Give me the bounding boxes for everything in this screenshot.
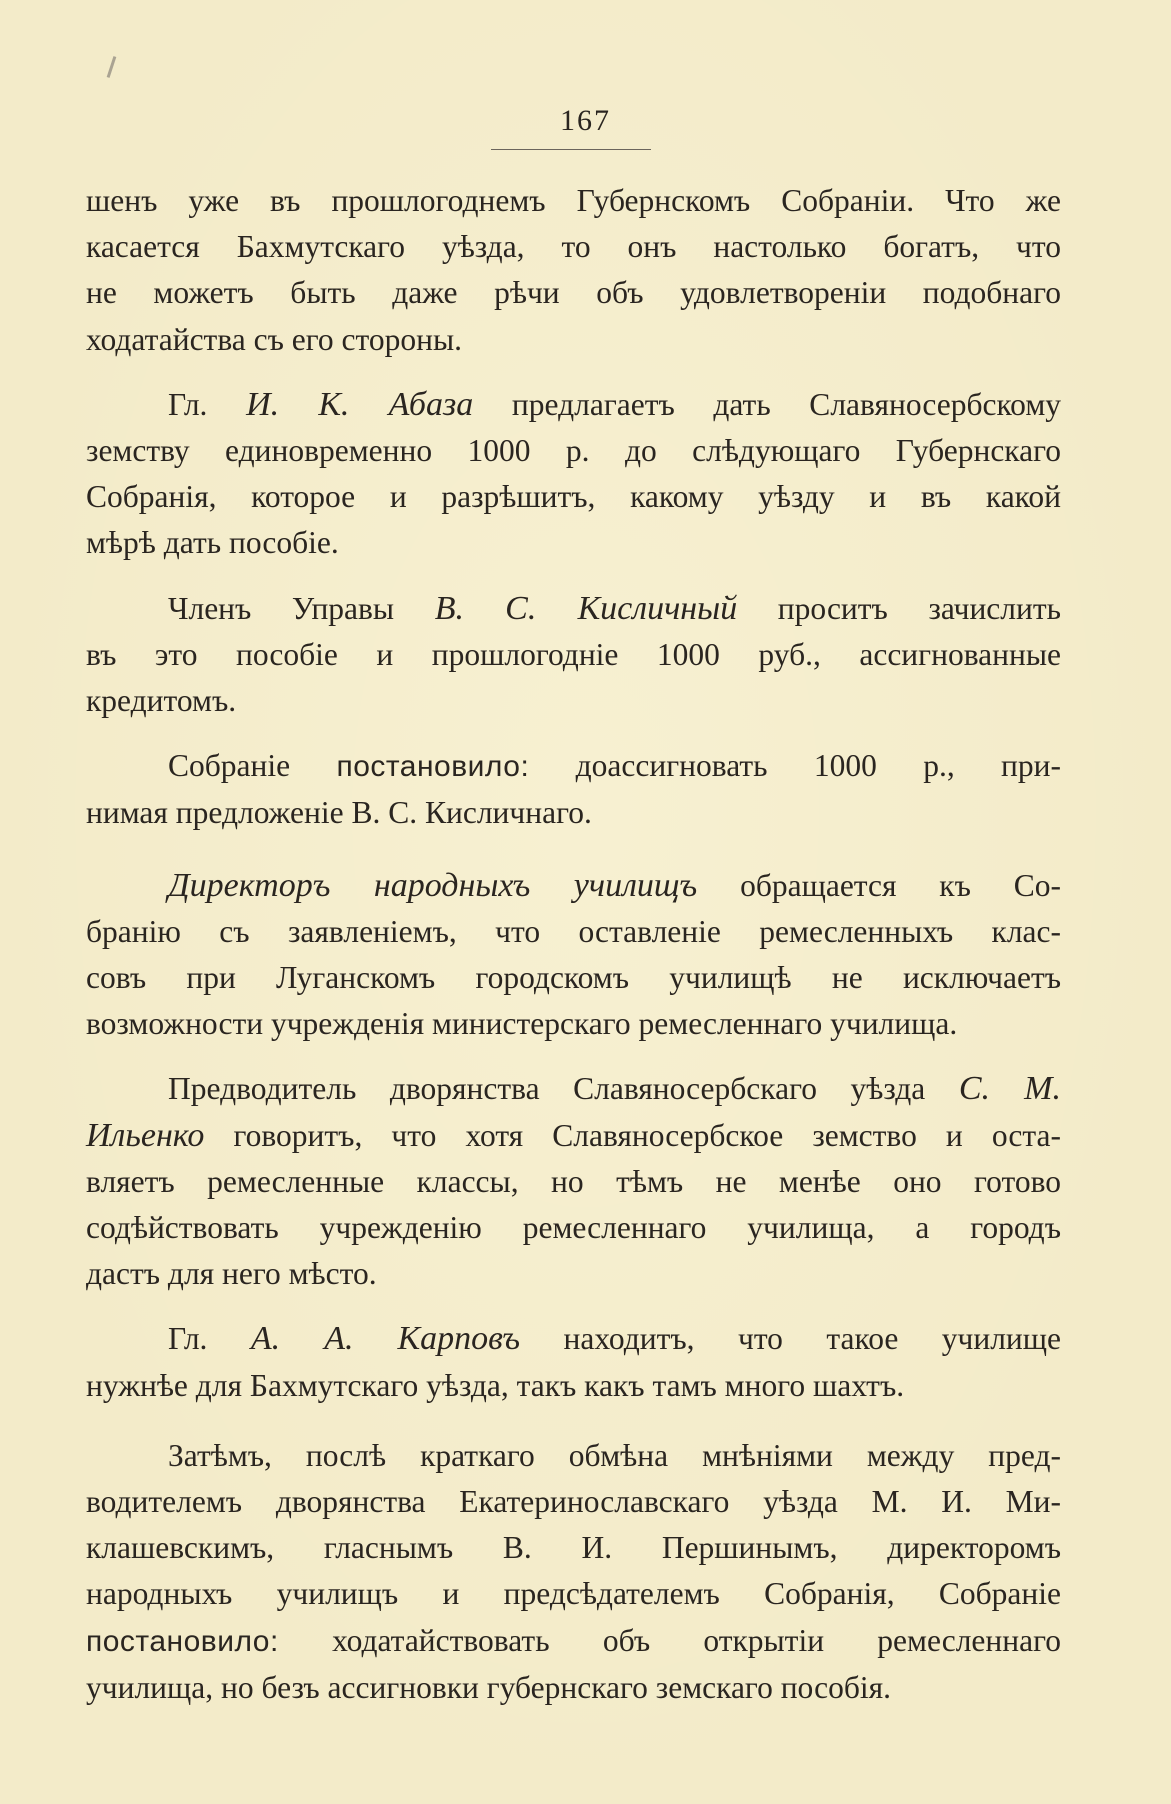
text-line: бранію съ заявленіемъ, что оставленіе ремесленныхъ клас-: [86, 913, 1061, 949]
body-text: [86, 178, 1061, 1711]
paragraph-2: [86, 382, 1061, 567]
text-line: нимая предложеніе В. С. Кисличнаго.: [86, 795, 592, 831]
text-line: водителемъ дворянства Екатеринославскаго уѣзда М. И. Ми-: [86, 1484, 1061, 1520]
text-line: Затѣмъ, послѣ краткаго обмѣна мнѣніями между пред-: [168, 1437, 1061, 1473]
text-line: [86, 1113, 1061, 1159]
text-fragment: Предводитель дворянства Славяносербскаго уѣзда: [168, 1071, 959, 1107]
resolution-keyword: постановило:: [86, 1624, 279, 1658]
text-fragment: ходатайствовать объ открытіи ремесленнаго: [278, 1622, 1061, 1658]
pencil-mark: [107, 56, 117, 78]
paragraph-1: [86, 178, 1061, 363]
text-fragment: Собраніе: [168, 748, 337, 784]
text-fragment: Гл.: [168, 1321, 251, 1357]
speaker-name: С. М.: [958, 1070, 1062, 1108]
page-number: 167: [560, 104, 611, 137]
text-fragment: говоритъ, что хотя Славяносербское земство и оста-: [204, 1117, 1061, 1153]
text-line: училища, но безъ ассигновки губернскаго земскаго пособія.: [86, 1669, 891, 1705]
paragraph-8: [86, 1433, 1061, 1711]
text-line: [86, 1316, 1061, 1362]
text-fragment: находитъ, что такое училище: [520, 1321, 1062, 1357]
speaker-name: Директоръ народныхъ училищъ: [168, 866, 698, 904]
text-line: совъ при Луганскомъ городскомъ училищѣ не исключаетъ: [86, 960, 1061, 996]
text-line: нужнѣе для Бахмутскаго уѣзда, такъ какъ тамъ много шахтъ.: [86, 1367, 905, 1403]
text-fragment: предлагаетъ дать Славяносербскому: [473, 386, 1062, 422]
text-line: вляетъ ремесленные классы, но тѣмъ не менѣе оно готово: [86, 1163, 1061, 1199]
resolution-keyword: постановило:: [336, 750, 530, 784]
speaker-name: Ильенко: [86, 1116, 205, 1154]
text-fragment: обращается къ Со-: [697, 867, 1061, 903]
text-line: клашевскимъ, гласнымъ В. И. Першинымъ, директоромъ: [86, 1530, 1061, 1566]
text-line: мѣрѣ дать пособіе.: [86, 525, 339, 561]
paragraph-5: [86, 863, 1061, 1048]
paragraph-6: [86, 1066, 1061, 1297]
text-line: дастъ для него мѣсто.: [86, 1256, 377, 1292]
text-fragment: Гл.: [168, 386, 247, 422]
paragraph-3: [86, 586, 1061, 725]
text-line: Собранія, которое и разрѣшитъ, какому уѣзду и въ какой: [86, 479, 1061, 515]
text-fragment: доассигновать 1000 р., при-: [529, 748, 1061, 784]
text-line: ходатайства съ его стороны.: [86, 321, 463, 357]
text-fragment: Членъ Управы: [168, 590, 435, 626]
paragraph-7: [86, 1316, 1061, 1408]
text-fragment: проситъ зачислить: [737, 590, 1061, 626]
speaker-name: А. А. Карповъ: [250, 1320, 521, 1358]
text-line: [86, 382, 1061, 428]
text-line: шенъ уже въ прошлогоднемъ Губернскомъ Собраніи. Что же: [86, 183, 1061, 218]
text-line: [86, 743, 1061, 790]
text-line: возможности учрежденія министерскаго ремесленнаго училища.: [86, 1006, 958, 1042]
text-line: [86, 586, 1061, 632]
text-line: земству единовременно 1000 р. до слѣдующаго Губернскаго: [86, 433, 1061, 469]
text-line: не можетъ быть даже рѣчи объ удовлетвореніи подобнаго: [86, 275, 1061, 311]
text-line: касается Бахмутскаго уѣзда, то онъ настолько богатъ, что: [86, 229, 1061, 265]
text-line: [86, 1618, 1061, 1665]
speaker-name: И. К. Абаза: [246, 385, 474, 423]
text-line: въ это пособіе и прошлогодніе 1000 руб., ассигнованные: [86, 636, 1061, 672]
text-line: кредитомъ.: [86, 683, 237, 719]
text-line: народныхъ училищъ и предсѣдателемъ Собранія, Собраніе: [86, 1576, 1061, 1612]
paragraph-4: [86, 743, 1061, 836]
text-line: содѣйствовать учрежденію ремесленнаго училища, а городъ: [86, 1210, 1061, 1246]
text-line: [86, 1066, 1061, 1112]
speaker-name: В. С. Кисличный: [434, 589, 738, 627]
text-line: [86, 863, 1061, 909]
header-rule: [491, 149, 651, 150]
